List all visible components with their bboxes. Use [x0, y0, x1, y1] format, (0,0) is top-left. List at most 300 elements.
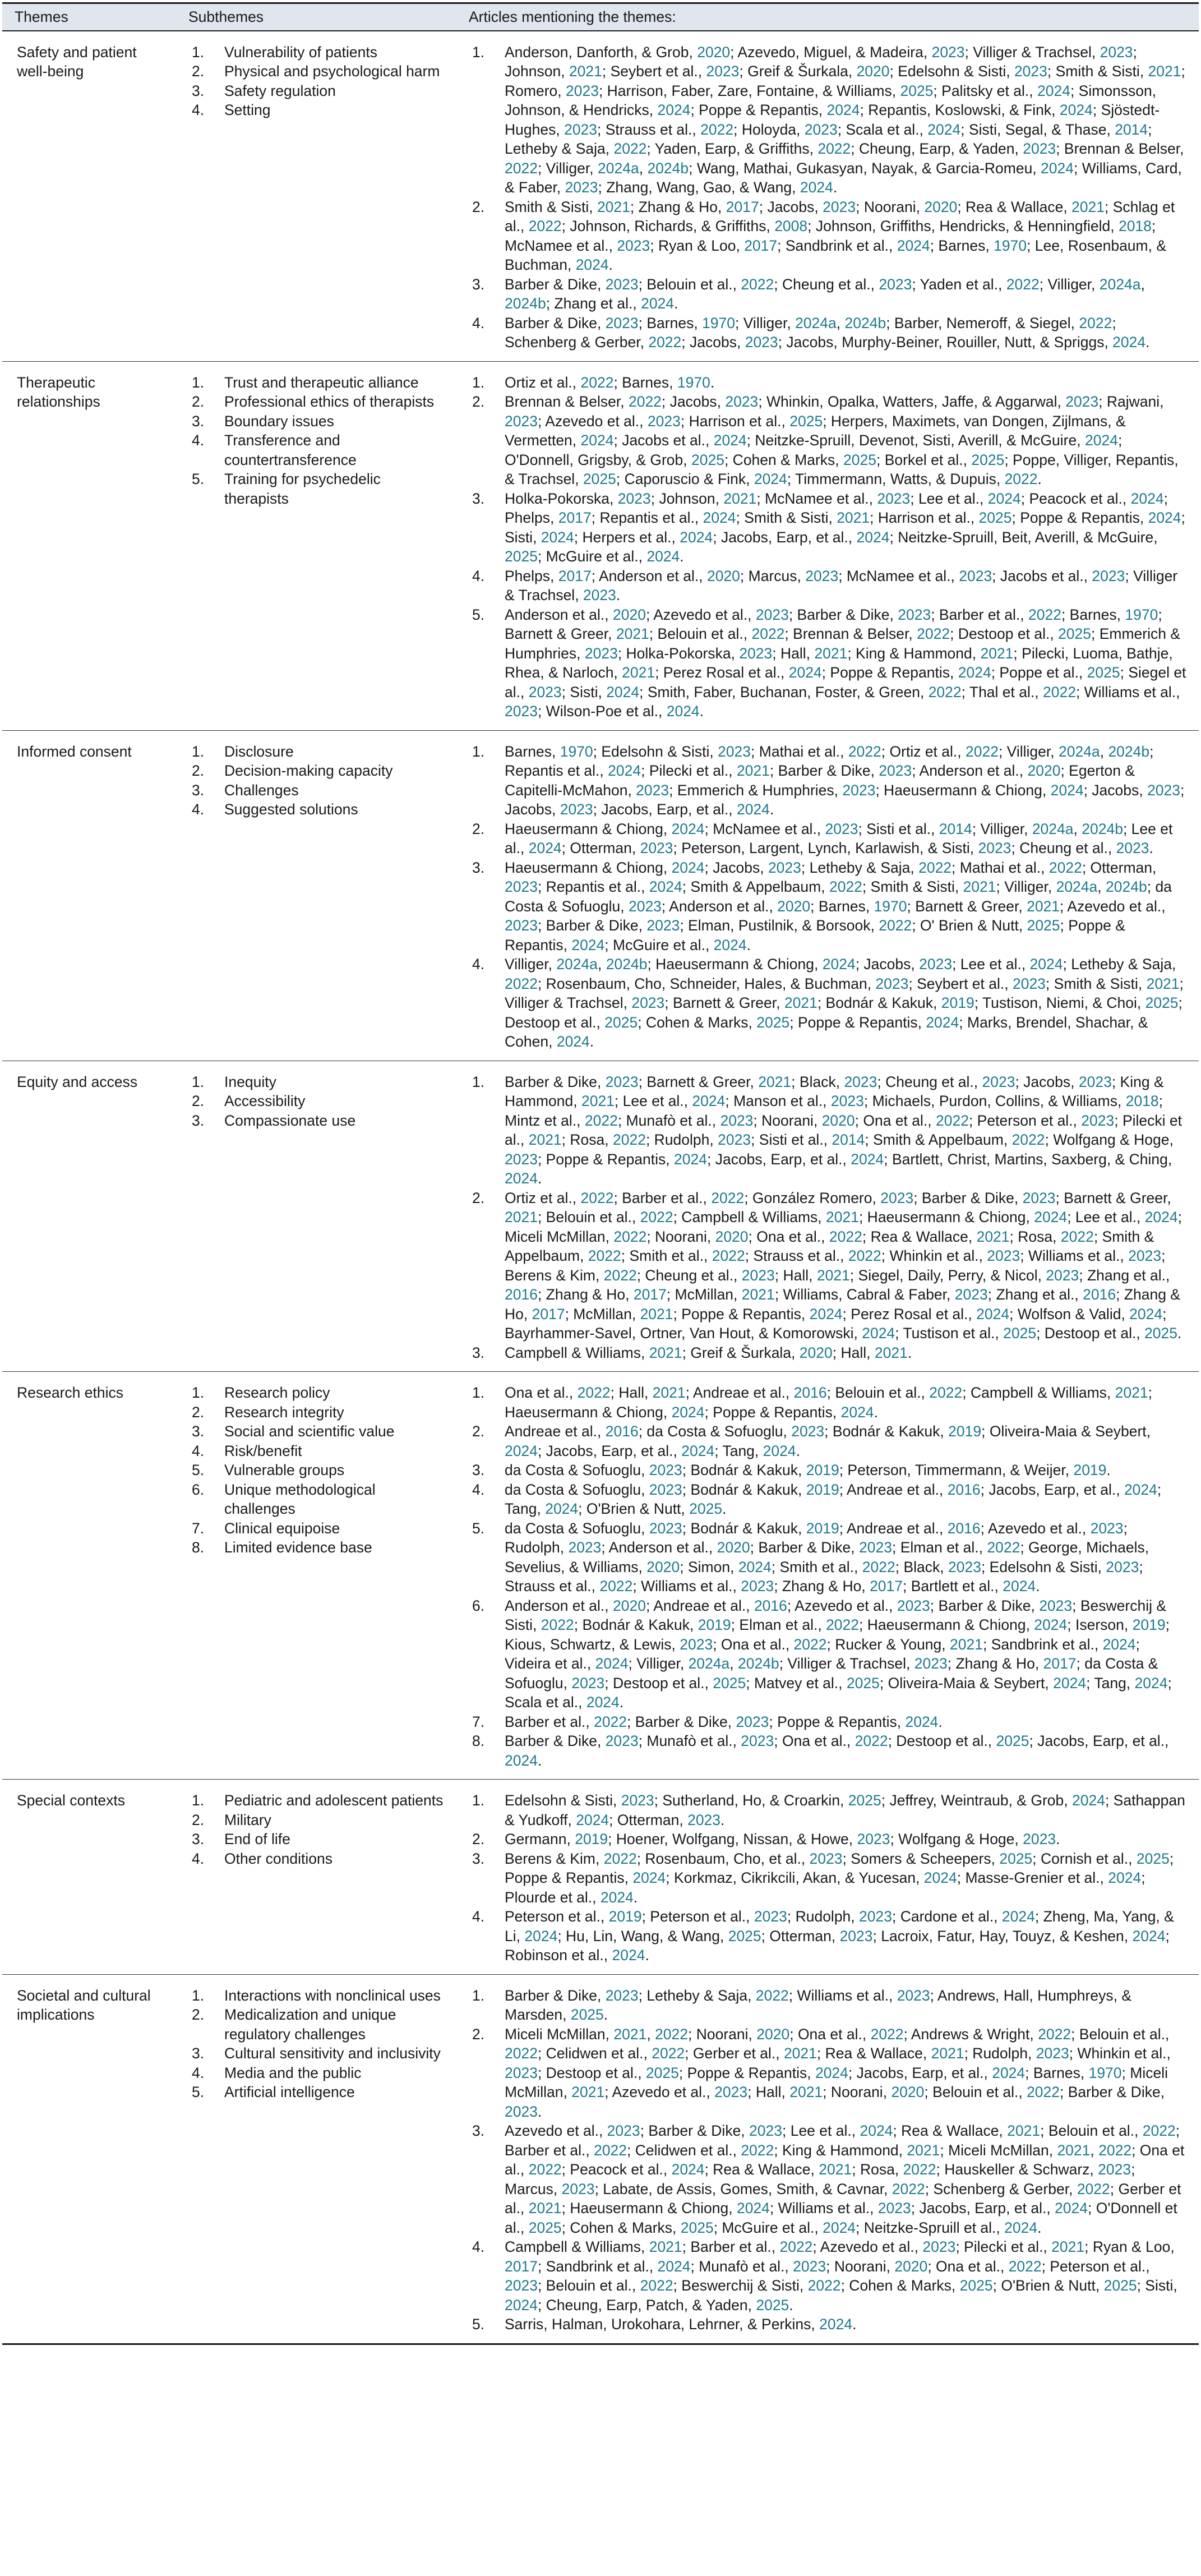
citation-year-link[interactable]: 2021 — [640, 1305, 673, 1322]
citation-year-link[interactable]: 2023 — [793, 2257, 826, 2275]
citation-year-link[interactable]: 2023 — [706, 63, 740, 80]
citation-year-link[interactable]: 2024 — [754, 471, 787, 487]
citation-year-link[interactable]: 2024 — [608, 762, 641, 779]
citation-year-link[interactable]: 2023 — [1022, 1189, 1056, 1206]
citation-year-link[interactable]: 2021 — [980, 644, 1014, 662]
citation-year-link[interactable]: 2023 — [805, 567, 839, 584]
citation-year-link[interactable]: 2024b — [844, 314, 886, 331]
citation-year-link[interactable]: 2023 — [565, 179, 598, 196]
citation-year-link[interactable]: 2024 — [815, 2064, 848, 2081]
citation-year-link[interactable]: 2022 — [848, 743, 881, 760]
citation-year-link[interactable]: 2021 — [622, 664, 655, 681]
citation-year-link[interactable]: 2025 — [1144, 1325, 1177, 1342]
citation-year-link[interactable]: 2023 — [1014, 63, 1047, 80]
citation-year-link[interactable]: 2023 — [982, 1073, 1015, 1090]
citation-year-link[interactable]: 2020 — [821, 1112, 855, 1129]
citation-year-link[interactable]: 2020 — [1027, 762, 1061, 779]
citation-year-link[interactable]: 2024 — [586, 1694, 620, 1711]
citation-year-link[interactable]: 2023 — [919, 956, 953, 973]
citation-year-link[interactable]: 2021 — [837, 509, 870, 526]
citation-year-link[interactable]: 2022 — [1004, 471, 1038, 487]
citation-year-link[interactable]: 2020 — [612, 1597, 646, 1614]
citation-year-link[interactable]: 2024 — [987, 490, 1021, 507]
citation-year-link[interactable]: 2024 — [1132, 1927, 1166, 1944]
citation-year-link[interactable]: 2022 — [826, 1616, 860, 1633]
citation-year-link[interactable]: 2022 — [854, 1732, 888, 1749]
citation-year-link[interactable]: 2023 — [859, 1539, 892, 1556]
citation-year-link[interactable]: 2022 — [751, 625, 785, 642]
citation-year-link[interactable]: 2024 — [738, 1558, 772, 1575]
citation-year-link[interactable]: 2023 — [505, 2103, 538, 2120]
citation-year-link[interactable]: 2022 — [987, 1539, 1020, 1556]
citation-year-link[interactable]: 2017 — [870, 1578, 903, 1595]
citation-year-link[interactable]: 2016 — [947, 1481, 981, 1498]
citation-year-link[interactable]: 2022 — [711, 1189, 745, 1206]
citation-year-link[interactable]: 2024b — [738, 1655, 779, 1672]
citation-year-link[interactable]: 2023 — [948, 1558, 981, 1575]
citation-year-link[interactable]: 2023 — [1090, 1519, 1124, 1537]
citation-year-link[interactable]: 2024 — [1108, 1869, 1142, 1886]
citation-year-link[interactable]: 2023 — [791, 1423, 825, 1440]
citation-year-link[interactable]: 2025 — [691, 451, 724, 468]
citation-year-link[interactable]: 2022 — [891, 2180, 925, 2197]
citation-year-link[interactable]: 2024 — [505, 1752, 538, 1769]
citation-year-link[interactable]: 2025 — [1087, 664, 1120, 681]
citation-year-link[interactable]: 2024 — [1134, 1674, 1168, 1692]
citation-year-link[interactable]: 2021 — [649, 2238, 682, 2255]
citation-year-link[interactable]: 2023 — [1116, 840, 1149, 856]
citation-year-link[interactable]: 2023 — [561, 2180, 595, 2197]
citation-year-link[interactable]: 2023 — [959, 567, 992, 584]
citation-year-link[interactable]: 2024 — [632, 1869, 666, 1886]
citation-year-link[interactable]: 2024 — [666, 703, 700, 720]
citation-year-link[interactable]: 2024a — [1056, 878, 1098, 895]
citation-year-link[interactable]: 2024 — [524, 1927, 558, 1944]
citation-year-link[interactable]: 2019 — [1132, 1616, 1166, 1633]
citation-year-link[interactable]: 2024 — [681, 1442, 715, 1459]
citation-year-link[interactable]: 2021 — [819, 2161, 852, 2178]
citation-year-link[interactable]: 2021 — [931, 2045, 964, 2062]
citation-year-link[interactable]: 2022 — [807, 2277, 841, 2294]
citation-year-link[interactable]: 2020 — [715, 1228, 749, 1245]
citation-year-link[interactable]: 2025 — [728, 1927, 761, 1944]
citation-year-link[interactable]: 2017 — [532, 1305, 565, 1322]
citation-year-link[interactable]: 2017 — [744, 237, 778, 254]
citation-year-link[interactable]: 2024 — [897, 237, 930, 254]
citation-year-link[interactable]: 2022 — [603, 1850, 637, 1867]
citation-year-link[interactable]: 2023 — [1078, 1073, 1112, 1090]
citation-year-link[interactable]: 2024 — [1071, 1792, 1105, 1809]
citation-year-link[interactable]: 2023 — [565, 82, 599, 99]
citation-year-link[interactable]: 2024 — [580, 432, 614, 449]
citation-year-link[interactable]: 2023 — [605, 1987, 639, 2004]
citation-year-link[interactable]: 2022 — [700, 121, 734, 138]
citation-year-link[interactable]: 2023 — [877, 490, 911, 507]
citation-year-link[interactable]: 2023 — [568, 1539, 602, 1556]
citation-year-link[interactable]: 2023 — [607, 2122, 640, 2139]
citation-year-link[interactable]: 2024 — [862, 1325, 895, 1342]
citation-year-link[interactable]: 2024 — [1037, 82, 1070, 99]
citation-year-link[interactable]: 2022 — [505, 2045, 538, 2062]
citation-year-link[interactable]: 2023 — [739, 644, 773, 662]
citation-year-link[interactable]: 2021 — [1146, 975, 1180, 992]
citation-year-link[interactable]: 2025 — [1145, 994, 1179, 1011]
citation-year-link[interactable]: 2023 — [978, 840, 1011, 856]
citation-year-link[interactable]: 2023 — [628, 897, 662, 915]
citation-year-link[interactable]: 2022 — [528, 2161, 562, 2178]
citation-year-link[interactable]: 2023 — [1092, 567, 1125, 584]
citation-year-link[interactable]: 2022 — [741, 275, 774, 293]
citation-year-link[interactable]: 2016 — [947, 1519, 981, 1537]
citation-year-link[interactable]: 2021 — [649, 1344, 682, 1361]
citation-year-link[interactable]: 2021 — [581, 1093, 615, 1109]
citation-year-link[interactable]: 2019 — [948, 1423, 982, 1440]
citation-year-link[interactable]: 2024 — [671, 1403, 705, 1421]
citation-year-link[interactable]: 2024 — [926, 1013, 959, 1031]
citation-year-link[interactable]: 2020 — [856, 63, 890, 80]
citation-year-link[interactable]: 2024 — [851, 1150, 884, 1168]
citation-year-link[interactable]: 2023 — [1098, 2161, 1131, 2178]
citation-year-link[interactable]: 2024 — [958, 664, 991, 681]
citation-year-link[interactable]: 2024 — [1053, 1674, 1087, 1692]
citation-year-link[interactable]: 2022 — [928, 683, 962, 701]
citation-year-link[interactable]: 2023 — [875, 975, 909, 992]
citation-year-link[interactable]: 2022 — [903, 2161, 936, 2178]
citation-year-link[interactable]: 2019 — [608, 1908, 642, 1925]
citation-year-link[interactable]: 2025 — [680, 2219, 714, 2236]
citation-year-link[interactable]: 2023 — [605, 1732, 639, 1749]
citation-year-link[interactable]: 2023 — [1012, 975, 1046, 992]
citation-year-link[interactable]: 2024 — [1112, 334, 1146, 351]
citation-year-link[interactable]: 2023 — [898, 606, 931, 623]
citation-year-link[interactable]: 2024b — [1106, 878, 1147, 895]
citation-year-link[interactable]: 2020 — [756, 2025, 790, 2043]
citation-year-link[interactable]: 2024 — [641, 295, 675, 312]
citation-year-link[interactable]: 2024a — [1032, 820, 1074, 837]
citation-year-link[interactable]: 2022 — [1060, 1228, 1094, 1245]
citation-year-link[interactable]: 2020 — [799, 1344, 833, 1361]
citation-year-link[interactable]: 2024 — [674, 1150, 707, 1168]
citation-year-link[interactable]: 1970 — [994, 237, 1027, 254]
citation-year-link[interactable]: 2018 — [1125, 1093, 1159, 1109]
citation-year-link[interactable]: 2024 — [575, 256, 609, 273]
citation-year-link[interactable]: 2021 — [597, 198, 630, 215]
citation-year-link[interactable]: 2023 — [954, 1286, 988, 1303]
citation-year-link[interactable]: 2022 — [1011, 1131, 1045, 1148]
citation-year-link[interactable]: 2022 — [936, 1112, 969, 1129]
citation-year-link[interactable]: 2021 — [528, 2200, 562, 2216]
citation-year-link[interactable]: 2023 — [560, 801, 593, 818]
citation-year-link[interactable]: 2022 — [712, 1247, 745, 1264]
citation-year-link[interactable]: 2017 — [726, 198, 759, 215]
citation-year-link[interactable]: 2023 — [914, 1655, 948, 1672]
citation-year-link[interactable]: 2023 — [640, 840, 673, 856]
citation-year-link[interactable]: 2025 — [756, 2296, 789, 2314]
citation-year-link[interactable]: 2023 — [745, 334, 778, 351]
citation-year-link[interactable]: 2022 — [588, 1247, 621, 1264]
citation-year-link[interactable]: 2023 — [1023, 140, 1056, 157]
citation-year-link[interactable]: 2022 — [1038, 2025, 1071, 2043]
citation-year-link[interactable]: 2024 — [1124, 1481, 1157, 1498]
citation-year-link[interactable]: 2024 — [763, 1442, 796, 1459]
citation-year-link[interactable]: 2024a — [1059, 743, 1100, 760]
citation-year-link[interactable]: 2024a — [598, 159, 639, 177]
citation-year-link[interactable]: 2021 — [569, 63, 602, 80]
citation-year-link[interactable]: 2022 — [580, 374, 614, 391]
citation-year-link[interactable]: 2024 — [612, 1947, 645, 1964]
citation-year-link[interactable]: 2023 — [505, 703, 538, 720]
citation-year-link[interactable]: 2021 — [814, 644, 848, 662]
citation-year-link[interactable]: 2024 — [505, 2296, 538, 2314]
citation-year-link[interactable]: 2024 — [595, 1655, 629, 1672]
citation-year-link[interactable]: 2024 — [649, 878, 682, 895]
citation-year-link[interactable]: 2024 — [1129, 1305, 1163, 1322]
citation-year-link[interactable]: 2023 — [839, 1927, 873, 1944]
citation-year-link[interactable]: 1970 — [677, 374, 710, 391]
citation-year-link[interactable]: 2023 — [584, 644, 618, 662]
citation-year-link[interactable]: 2023 — [987, 1247, 1020, 1264]
citation-year-link[interactable]: 2020 — [924, 198, 958, 215]
citation-year-link[interactable]: 2024 — [927, 121, 961, 138]
citation-year-link[interactable]: 2023 — [583, 587, 616, 603]
citation-year-link[interactable]: 2020 — [891, 2084, 925, 2100]
citation-year-link[interactable]: 2022 — [817, 140, 851, 157]
citation-year-link[interactable]: 2024b — [606, 956, 648, 973]
citation-year-link[interactable]: 2024 — [826, 102, 860, 118]
citation-year-link[interactable]: 2022 — [862, 1558, 895, 1575]
citation-year-link[interactable]: 2024a — [795, 314, 837, 331]
citation-year-link[interactable]: 2023 — [844, 1073, 877, 1090]
citation-year-link[interactable]: 2024 — [1041, 159, 1074, 177]
citation-year-link[interactable]: 2023 — [877, 2200, 911, 2216]
citation-year-link[interactable]: 2008 — [774, 218, 808, 234]
citation-year-link[interactable]: 2025 — [999, 1850, 1033, 1867]
citation-year-link[interactable]: 2018 — [1118, 218, 1152, 234]
citation-year-link[interactable]: 2019 — [806, 1462, 839, 1478]
citation-year-link[interactable]: 2023 — [1100, 43, 1133, 61]
citation-year-link[interactable]: 2022 — [917, 625, 950, 642]
citation-year-link[interactable]: 2023 — [505, 2277, 538, 2294]
citation-year-link[interactable]: 2024 — [736, 801, 770, 818]
citation-year-link[interactable]: 2021 — [784, 994, 817, 1011]
citation-year-link[interactable]: 2023 — [605, 275, 639, 293]
citation-year-link[interactable]: 2021 — [736, 762, 770, 779]
citation-year-link[interactable]: 2023 — [649, 1519, 682, 1537]
citation-year-link[interactable]: 2019 — [575, 1831, 608, 1847]
citation-year-link[interactable]: 2025 — [789, 412, 823, 430]
citation-year-link[interactable]: 2022 — [1006, 275, 1040, 293]
citation-year-link[interactable]: 2023 — [680, 1635, 713, 1653]
citation-year-link[interactable]: 2022 — [652, 2045, 685, 2062]
citation-year-link[interactable]: 2017 — [1043, 1655, 1077, 1672]
citation-year-link[interactable]: 2021 — [1148, 63, 1181, 80]
citation-year-link[interactable]: 2021 — [1027, 897, 1060, 915]
citation-year-link[interactable]: 2023 — [749, 2122, 782, 2139]
citation-year-link[interactable]: 2023 — [741, 1266, 775, 1284]
citation-year-link[interactable]: 2023 — [647, 412, 681, 430]
citation-year-link[interactable]: 2023 — [1147, 781, 1180, 799]
citation-year-link[interactable]: 2019 — [941, 994, 974, 1011]
citation-year-link[interactable]: 2024 — [657, 2257, 691, 2275]
citation-year-link[interactable]: 2023 — [1023, 1831, 1056, 1847]
citation-year-link[interactable]: 2022 — [613, 1131, 646, 1148]
citation-year-link[interactable]: 2024 — [671, 2161, 705, 2178]
citation-year-link[interactable]: 2023 — [922, 2238, 956, 2255]
citation-year-link[interactable]: 2025 — [996, 1732, 1029, 1749]
citation-year-link[interactable]: 2025 — [1058, 625, 1091, 642]
citation-year-link[interactable]: 2023 — [649, 1481, 682, 1498]
citation-year-link[interactable]: 2024a — [1099, 275, 1141, 293]
citation-year-link[interactable]: 2024 — [528, 840, 562, 856]
citation-year-link[interactable]: 2023 — [754, 1908, 787, 1925]
citation-year-link[interactable]: 2025 — [604, 1013, 638, 1031]
citation-year-link[interactable]: 2022 — [655, 2025, 688, 2043]
citation-year-link[interactable]: 2024 — [1029, 956, 1063, 973]
citation-year-link[interactable]: 2024 — [1001, 1908, 1035, 1925]
citation-year-link[interactable]: 2025 — [978, 509, 1012, 526]
citation-year-link[interactable]: 2022 — [966, 743, 999, 760]
citation-year-link[interactable]: 2022 — [640, 1209, 673, 1225]
citation-year-link[interactable]: 2022 — [1027, 2084, 1060, 2100]
citation-year-link[interactable]: 2022 — [577, 1384, 611, 1401]
citation-year-link[interactable]: 2014 — [1115, 121, 1148, 138]
citation-year-link[interactable]: 2021 — [789, 2084, 823, 2100]
citation-year-link[interactable]: 2020 — [646, 1558, 680, 1575]
citation-year-link[interactable]: 2017 — [505, 2257, 538, 2275]
citation-year-link[interactable]: 2023 — [505, 917, 538, 934]
citation-year-link[interactable]: 2022 — [1098, 2141, 1132, 2159]
citation-year-link[interactable]: 2024 — [545, 1500, 579, 1517]
citation-year-link[interactable]: 2022 — [779, 2238, 813, 2255]
citation-year-link[interactable]: 2021 — [976, 1228, 1010, 1245]
citation-year-link[interactable]: 2024a — [556, 956, 598, 973]
citation-year-link[interactable]: 2022 — [918, 859, 952, 876]
citation-year-link[interactable]: 2023 — [1036, 2045, 1069, 2062]
citation-year-link[interactable]: 2024 — [571, 936, 605, 953]
citation-year-link[interactable]: 2023 — [720, 1112, 754, 1129]
citation-year-link[interactable]: 2023 — [649, 1462, 682, 1478]
citation-year-link[interactable]: 2023 — [528, 683, 562, 701]
citation-year-link[interactable]: 2024 — [556, 1033, 590, 1050]
citation-year-link[interactable]: 2022 — [603, 1266, 637, 1284]
citation-year-link[interactable]: 2024 — [657, 102, 691, 118]
citation-year-link[interactable]: 2023 — [1081, 1112, 1115, 1129]
citation-year-link[interactable]: 2023 — [564, 121, 598, 138]
citation-year-link[interactable]: 2023 — [605, 314, 639, 331]
citation-year-link[interactable]: 2023 — [825, 820, 858, 837]
citation-year-link[interactable]: 2024a — [688, 1655, 730, 1672]
citation-year-link[interactable]: 2023 — [714, 2084, 748, 2100]
citation-year-link[interactable]: 2024 — [576, 1811, 609, 1828]
citation-year-link[interactable]: 2024 — [1055, 2200, 1088, 2216]
citation-year-link[interactable]: 2021 — [874, 1344, 908, 1361]
citation-year-link[interactable]: 2024 — [713, 936, 747, 953]
citation-year-link[interactable]: 2024 — [541, 528, 574, 546]
citation-year-link[interactable]: 2023 — [617, 490, 651, 507]
citation-year-link[interactable]: 2024 — [840, 1403, 874, 1421]
citation-year-link[interactable]: 2023 — [931, 43, 965, 61]
citation-year-link[interactable]: 2024 — [992, 2064, 1026, 2081]
citation-year-link[interactable]: 2021 — [1071, 198, 1105, 215]
citation-year-link[interactable]: 2020 — [612, 606, 646, 623]
citation-year-link[interactable]: 2016 — [754, 1597, 787, 1614]
citation-year-link[interactable]: 2021 — [528, 1131, 562, 1148]
citation-year-link[interactable]: 2022 — [1142, 2122, 1176, 2139]
citation-year-link[interactable]: 2025 — [645, 2064, 679, 2081]
citation-year-link[interactable]: 2023 — [505, 1150, 538, 1168]
citation-year-link[interactable]: 2024 — [680, 528, 713, 546]
citation-year-link[interactable]: 2017 — [633, 1286, 667, 1303]
citation-year-link[interactable]: 2021 — [826, 1209, 859, 1225]
citation-year-link[interactable]: 2024b — [647, 159, 689, 177]
citation-year-link[interactable]: 2021 — [816, 1266, 850, 1284]
citation-year-link[interactable]: 2023 — [736, 1713, 769, 1730]
citation-year-link[interactable]: 2023 — [617, 237, 650, 254]
citation-year-link[interactable]: 2020 — [777, 897, 811, 915]
citation-year-link[interactable]: 2023 — [505, 2064, 538, 2081]
citation-year-link[interactable]: 2024b — [1082, 820, 1123, 837]
citation-year-link[interactable]: 2023 — [605, 1073, 639, 1090]
citation-year-link[interactable]: 2024 — [692, 1093, 726, 1109]
citation-year-link[interactable]: 2022 — [584, 1112, 618, 1129]
citation-year-link[interactable]: 2025 — [900, 82, 934, 99]
citation-year-link[interactable]: 2020 — [697, 43, 731, 61]
citation-year-link[interactable]: 2019 — [806, 1519, 839, 1537]
citation-year-link[interactable]: 2023 — [880, 1189, 914, 1206]
citation-year-link[interactable]: 2022 — [640, 2277, 673, 2294]
citation-year-link[interactable]: 2023 — [897, 1987, 930, 2004]
citation-year-link[interactable]: 2022 — [505, 159, 538, 177]
citation-year-link[interactable]: 2022 — [879, 917, 912, 934]
citation-year-link[interactable]: 2022 — [755, 1987, 789, 2004]
citation-year-link[interactable]: 2016 — [1083, 1286, 1116, 1303]
citation-year-link[interactable]: 2023 — [857, 1831, 890, 1847]
citation-year-link[interactable]: 2025 — [583, 471, 616, 487]
citation-year-link[interactable]: 2016 — [793, 1384, 827, 1401]
citation-year-link[interactable]: 2017 — [558, 509, 592, 526]
citation-year-link[interactable]: 2022 — [1008, 2257, 1042, 2275]
citation-year-link[interactable]: 2021 — [571, 2084, 605, 2100]
citation-year-link[interactable]: 2023 — [823, 198, 856, 215]
citation-year-link[interactable]: 2021 — [950, 1635, 983, 1653]
citation-year-link[interactable]: 2019 — [1073, 1462, 1107, 1478]
citation-year-link[interactable]: 2024 — [1148, 509, 1181, 526]
citation-year-link[interactable]: 2022 — [1028, 606, 1061, 623]
citation-year-link[interactable]: 2023 — [842, 781, 876, 799]
citation-year-link[interactable]: 1970 — [702, 314, 736, 331]
citation-year-link[interactable]: 2022 — [628, 393, 662, 410]
citation-year-link[interactable]: 2022 — [741, 2141, 774, 2159]
citation-year-link[interactable]: 2021 — [783, 2045, 817, 2062]
citation-year-link[interactable]: 2025 — [1003, 1325, 1037, 1342]
citation-year-link[interactable]: 2023 — [809, 1850, 843, 1867]
citation-year-link[interactable]: 2023 — [755, 606, 789, 623]
citation-year-link[interactable]: 2023 — [859, 1908, 892, 1925]
citation-year-link[interactable]: 2023 — [1039, 1597, 1073, 1614]
citation-year-link[interactable]: 2021 — [652, 1384, 686, 1401]
citation-year-link[interactable]: 2022 — [505, 975, 538, 992]
citation-year-link[interactable]: 2021 — [1051, 2238, 1085, 2255]
citation-year-link[interactable]: 2014 — [832, 1131, 865, 1148]
citation-year-link[interactable]: 2022 — [870, 2025, 904, 2043]
citation-year-link[interactable]: 2023 — [1106, 1558, 1139, 1575]
citation-year-link[interactable]: 2021 — [741, 1286, 775, 1303]
citation-year-link[interactable]: 2024 — [1102, 1635, 1136, 1653]
citation-year-link[interactable]: 2024 — [856, 528, 890, 546]
citation-year-link[interactable]: 2024 — [1059, 102, 1093, 118]
citation-year-link[interactable]: 2021 — [616, 625, 649, 642]
citation-year-link[interactable]: 2024 — [671, 820, 705, 837]
